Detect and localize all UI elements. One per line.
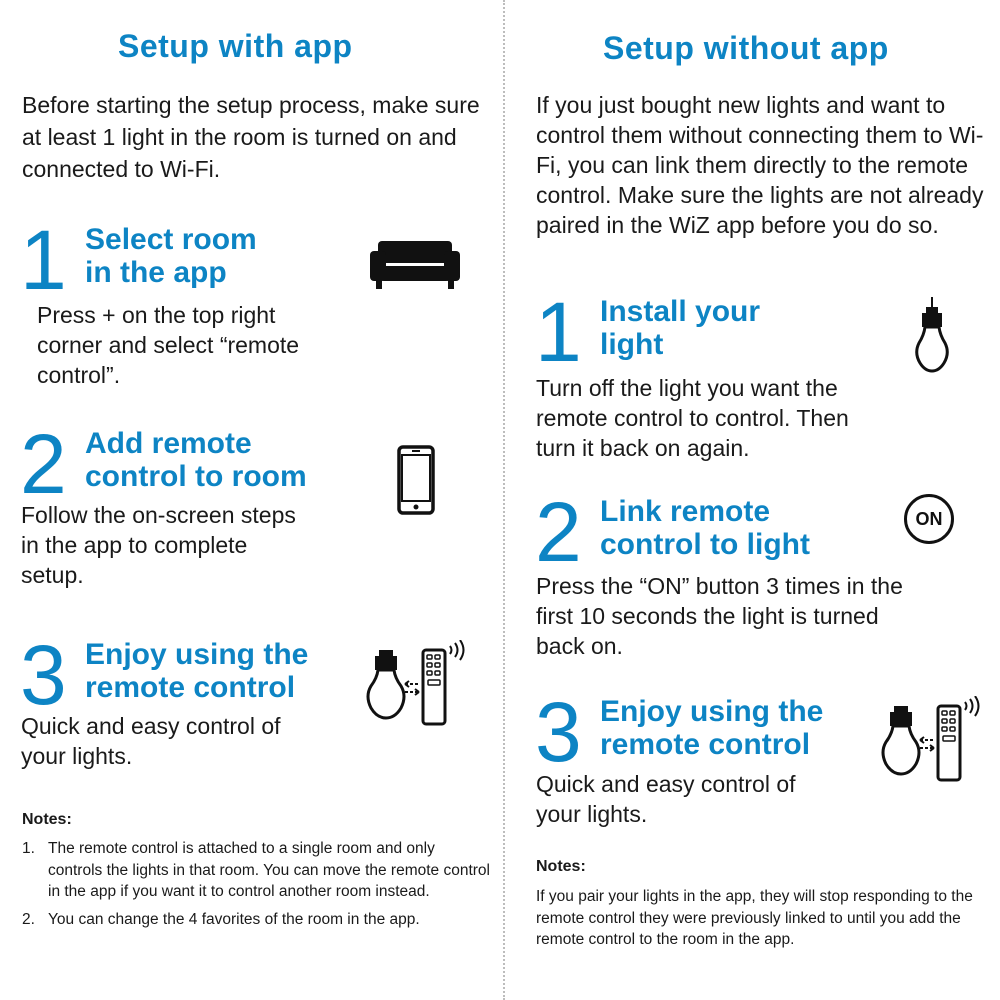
bulb-remote-icon (880, 696, 986, 787)
step-heading (85, 638, 308, 704)
step-heading-line2: remote control (85, 671, 296, 704)
on-button-icon (904, 494, 954, 544)
left-notes-title: Notes: (22, 811, 72, 828)
right-step-3 (535, 685, 895, 840)
step-heading (600, 695, 823, 761)
note-number: 1. (22, 840, 35, 857)
step-heading (600, 295, 760, 361)
right-step-1 (535, 285, 895, 470)
step-number: 2 (20, 417, 67, 511)
note-number: 2. (22, 910, 35, 928)
left-step-3 (20, 628, 360, 783)
step-number: 3 (20, 628, 67, 722)
step-heading-line2: control to light (600, 528, 810, 561)
step-heading-line1: Link remote (600, 495, 771, 528)
step-number: 2 (535, 485, 582, 579)
step-number: 1 (535, 285, 582, 379)
step-number: 1 (20, 213, 67, 307)
step-heading (600, 495, 810, 561)
column-divider (503, 0, 505, 1000)
right-notes-title: Notes: (536, 858, 586, 875)
step-heading-line2: remote control (600, 728, 811, 761)
right-notes-text: If you pair your lights in the app, they will stop responding to the remote control they were previously linked to until you add the remote control to the room in the app. (536, 888, 973, 948)
step-body: Turn off the light you want the remote control to control. Then turn it back on again. (536, 375, 849, 461)
step-heading (85, 427, 307, 493)
on-button-label: ON (915, 508, 943, 529)
note-text: You can change the 4 favorites of the room in the app. (48, 910, 420, 928)
step-heading-line1: Enjoy using the (600, 695, 824, 728)
step-heading (85, 223, 257, 289)
bulb-remote-icon (365, 640, 471, 731)
step-body: Press the “ON” button 3 times in the first 10 seconds the light is turned back on. (536, 573, 903, 659)
left-step-1 (20, 213, 350, 398)
step-body: Quick and easy control of your lights. (536, 771, 796, 827)
note-text: The remote control is attached to a single room and only controls the lights in that room. You can move the remote control in the app if you want it to control another room instead. (48, 840, 490, 900)
step-body: Follow the on-screen steps in the app to complete setup. (21, 502, 296, 588)
sofa-icon (370, 237, 460, 294)
list-item (22, 909, 492, 931)
step-body: Press + on the top right corner and select “remote control”. (37, 302, 300, 388)
smartphone-icon (397, 445, 435, 520)
left-step-2 (20, 417, 360, 602)
step-heading-line1: Add remote (85, 427, 252, 460)
list-item (22, 838, 492, 903)
step-heading-line2: control to room (85, 460, 307, 493)
left-intro: Before starting the setup process, make sure at least 1 light in the room is turned on and connected to Wi-Fi. (22, 92, 480, 182)
step-number: 3 (535, 685, 582, 779)
right-intro: If you just bought new lights and want to control them without connecting them to Wi-Fi, you can link them directly to the remote control. Make sure the lights are not already paired in the WiZ app before you do so. (536, 92, 984, 238)
right-step-2 (535, 485, 915, 670)
light-bulb-icon (915, 297, 949, 378)
step-heading-line1: Enjoy using the (85, 638, 309, 671)
step-heading-line1: Select room (85, 223, 257, 256)
right-title: Setup without app (603, 30, 889, 66)
step-body: Quick and easy control of your lights. (21, 713, 281, 769)
step-heading-line2: light (600, 328, 664, 361)
step-heading-line1: Install your (600, 295, 761, 328)
left-notes-list (22, 838, 492, 936)
step-heading-line2: in the app (85, 256, 227, 289)
left-title: Setup with app (118, 28, 353, 64)
